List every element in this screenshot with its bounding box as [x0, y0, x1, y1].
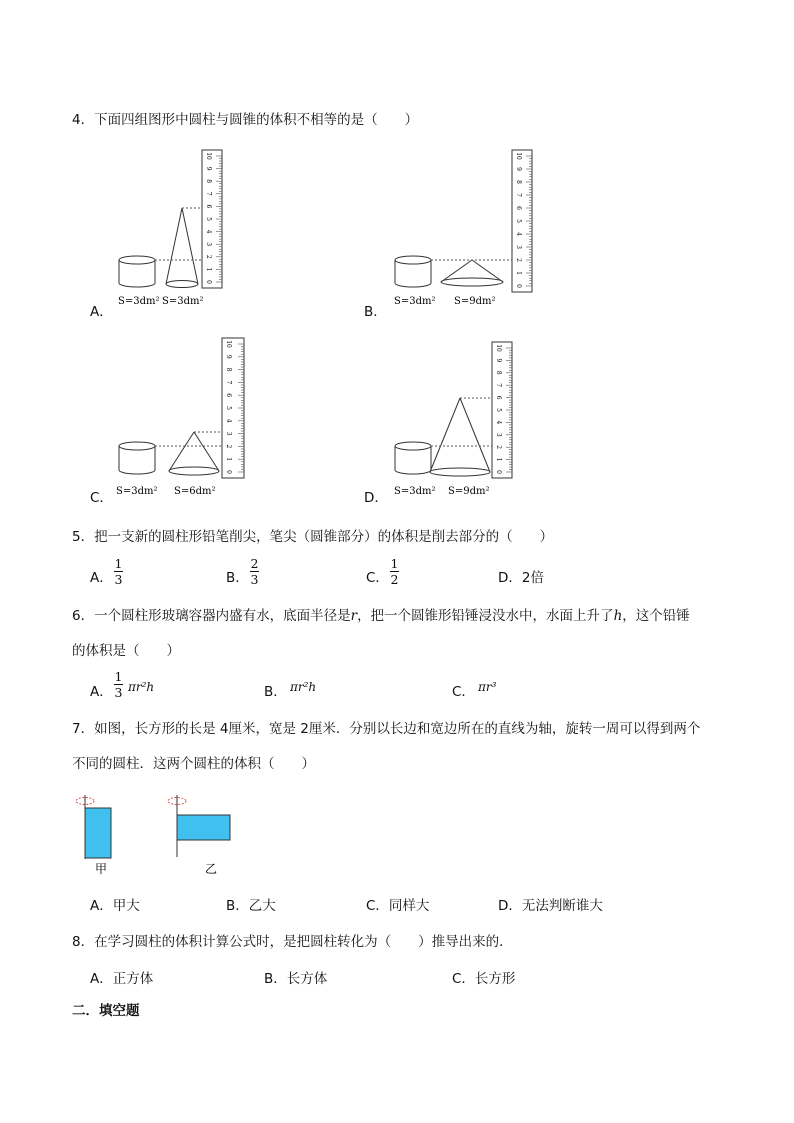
ruler-number: 5: [225, 406, 232, 410]
q6-text-b: ，把一个圆锥形铅锤浸没水中，水面上升了: [357, 608, 614, 624]
s-label: S=3dm²: [394, 296, 436, 307]
q4-stem: 4．下面四组图形中圆柱与圆锥的体积不相等的是（ ）: [72, 112, 419, 128]
ruler-number: 3: [225, 431, 232, 436]
ruler-number: 4: [225, 418, 232, 423]
ruler-number: 4: [515, 232, 522, 236]
denominator: 3: [114, 572, 123, 587]
ruler-number: 9: [225, 354, 232, 359]
label-yi: 乙: [204, 862, 218, 876]
s-label: S=9dm²: [448, 486, 490, 497]
q5-option-c-fraction: [390, 557, 399, 586]
numerator: 1: [390, 556, 399, 571]
q6-option-b-label: B．: [264, 684, 287, 700]
q6-text-c: ，这个铅锤: [622, 608, 690, 624]
q8-option-b: B．长方体: [264, 971, 328, 987]
q4-figure-b: [384, 148, 544, 310]
q5-option-b-fraction: [250, 557, 259, 586]
q7-figure: [70, 793, 250, 879]
ruler-number: 6: [205, 204, 212, 209]
q6-text-a: 6．一个圆柱形玻璃容器内盛有水，底面半径是: [72, 608, 351, 624]
ruler-number: 8: [515, 180, 522, 184]
q5-option-d: D．2倍: [498, 570, 544, 586]
q8-option-a: A．正方体: [90, 971, 154, 987]
ruler-number: 7: [515, 193, 522, 197]
q4-figure-d: [384, 336, 524, 500]
cone: [441, 260, 503, 286]
cone: [169, 432, 219, 475]
q8-stem: 8．在学习圆柱的体积计算公式时，是把圆柱转化为（ ）推导出来的．: [72, 934, 513, 950]
q5-option-c-label: C．: [366, 570, 389, 586]
q6-option-a-fraction: [114, 670, 123, 699]
cylinder: [119, 442, 155, 474]
denominator: 3: [250, 572, 259, 587]
s-label: S=3dm²: [118, 296, 160, 307]
q6-stem-line1: [72, 604, 690, 624]
q6-option-a-label: A．: [90, 684, 113, 700]
ruler-number: 10: [515, 152, 522, 160]
ruler-number: 8: [205, 179, 212, 184]
denominator: 3: [114, 685, 123, 700]
ruler-number: 6: [225, 393, 232, 398]
ruler-number: 9: [515, 167, 522, 171]
q5-stem: 5．把一支新的圆柱形铅笔削尖，笔尖（圆锥部分）的体积是削去部分的（ ）: [72, 529, 554, 545]
ruler-number: 10: [225, 340, 232, 348]
ruler-number: 0: [225, 470, 232, 474]
ruler-number: 7: [225, 380, 232, 385]
q4-option-c-label: C．: [90, 490, 113, 506]
ruler-number: 8: [225, 367, 232, 372]
ruler-number: 0: [495, 470, 502, 474]
q7-option-b: B．乙大: [226, 898, 276, 914]
ruler-number: 2: [225, 444, 232, 449]
cylinder: [119, 256, 155, 287]
q7-stem-line1: 7．如图，长方形的长是 4厘米，宽是 2厘米．分别以长边和宽边所在的直线为轴，旋转一周可以得到两个: [72, 721, 701, 737]
q6-option-c-label: C．: [452, 684, 475, 700]
ruler-number: 1: [205, 267, 212, 272]
ruler-number: 10: [205, 152, 212, 160]
ruler-number: 8: [495, 370, 502, 375]
ruler-number: 0: [515, 284, 522, 288]
q6-stem-line2: 的体积是（ ）: [72, 643, 180, 659]
ruler-number: 3: [205, 242, 212, 247]
q7-stem-line2: 不同的圆柱．这两个圆柱的体积（ ）: [72, 756, 315, 772]
ruler-number: 1: [225, 457, 232, 462]
q6-option-b-expr: πr²h: [290, 680, 317, 694]
q7-option-d: D．无法判断谁大: [498, 898, 603, 914]
ruler-number: 0: [205, 280, 212, 284]
numerator: 1: [114, 669, 123, 684]
q6-option-c-expr: πr³: [478, 680, 497, 694]
q7-option-a: A．甲大: [90, 898, 140, 914]
ruler-number: 9: [205, 166, 212, 171]
ruler-number: 2: [515, 258, 522, 262]
q4-figure-c: [110, 336, 255, 500]
q4-option-d-label: D．: [364, 490, 388, 506]
ruler-number: 4: [205, 229, 212, 234]
figure-yi: [168, 795, 230, 876]
ruler-number: 3: [515, 245, 522, 249]
ruler-number: 5: [495, 408, 502, 412]
ruler-number: 7: [205, 191, 212, 196]
cone: [430, 398, 490, 476]
ruler-number: 5: [515, 219, 522, 223]
q6-var-h: h: [613, 608, 623, 624]
s-label: S=6dm²: [174, 486, 216, 497]
numerator: 2: [250, 556, 259, 571]
ruler-number: 3: [495, 432, 502, 437]
cone: [166, 208, 198, 288]
figure-jia: [76, 795, 111, 876]
q4-option-a-label: A．: [90, 304, 113, 320]
ruler-number: 1: [495, 457, 502, 462]
ruler-number: 6: [515, 206, 522, 210]
section-2-heading: 二．填空题: [72, 1003, 140, 1019]
denominator: 2: [390, 572, 399, 587]
q5-option-a-fraction: [114, 557, 123, 586]
ruler-number: 2: [495, 445, 502, 450]
s-label: S=9dm²: [454, 296, 496, 307]
s-label: S=3dm²: [116, 486, 158, 497]
ruler-number: 1: [515, 271, 522, 275]
q8-option-c: C．长方形: [452, 971, 516, 987]
label-jia: 甲: [94, 862, 108, 876]
ruler-number: 6: [495, 395, 502, 400]
q4-figure-a: [110, 148, 235, 310]
ruler-number: 2: [205, 254, 212, 259]
cylinder: [395, 442, 431, 474]
q5-option-a-label: A．: [90, 570, 113, 586]
ruler-number: 7: [495, 383, 502, 388]
ruler-number: 5: [205, 217, 212, 221]
ruler-number: 4: [495, 420, 502, 425]
q4-option-b-label: B．: [364, 304, 387, 320]
q6-var-r: r: [350, 608, 358, 624]
q6-option-a-expr: πr²h: [128, 680, 155, 694]
q5-option-b-label: B．: [226, 570, 249, 586]
ruler-number: 10: [495, 344, 502, 352]
q7-option-c: C．同样大: [366, 898, 430, 914]
s-label: S=3dm²: [162, 296, 204, 307]
numerator: 1: [114, 556, 123, 571]
ruler-number: 9: [495, 358, 502, 363]
s-label: S=3dm²: [394, 486, 436, 497]
cylinder: [395, 256, 431, 287]
